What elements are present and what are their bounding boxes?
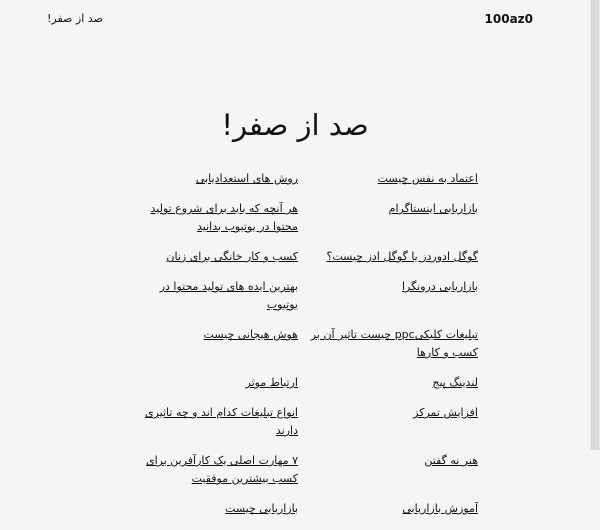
article-link[interactable]: بازاریابی چیست <box>225 502 298 515</box>
article-link[interactable]: اعتماد به نفس چیست <box>377 172 478 185</box>
article-link[interactable]: ۷ مهارت اصلی یک کارآفرین برای کسب بیشترین موفقیت <box>145 454 298 485</box>
article-link[interactable]: هنر نه گفتن <box>424 454 478 467</box>
top-bar <box>0 0 590 40</box>
article-link[interactable]: هر آنچه که باید برای شروع تولید محتوا در یوتیوب بدانید <box>150 202 298 233</box>
page-title: صد از صفر! <box>221 108 369 142</box>
article-link[interactable]: کسب و کار خانگی برای زنان <box>166 250 298 263</box>
article-link[interactable]: انواع تبلیغات کدام اند و چه تاثیری دارند <box>144 406 298 437</box>
article-link[interactable]: تبلیغات کلیکیppc چیست تاثیر آن بر کسب و کارها <box>310 328 478 359</box>
article-link[interactable]: آموزش بازاریابی <box>402 502 478 515</box>
article-link[interactable]: بازاریابی درونگرا <box>401 280 478 293</box>
article-link[interactable]: گوگل ادوردز یا گوگل ادز چیست؟ <box>326 250 478 263</box>
article-link[interactable]: هوش هیجانی چیست <box>203 328 298 341</box>
scrollbar-thumb[interactable] <box>591 0 599 450</box>
site-name-link[interactable]: 100az0 <box>484 12 533 26</box>
article-link[interactable]: بهترین ایده های تولید محتوا در یوتیوب <box>159 280 298 311</box>
vertical-scrollbar[interactable] <box>590 0 600 450</box>
article-link[interactable]: ارتباط موثر <box>245 376 298 389</box>
site-tagline: صد از صفر! <box>47 12 103 25</box>
article-link[interactable]: افزایش تمرکز <box>413 406 478 419</box>
article-link[interactable]: لندینگ پیج <box>432 376 478 389</box>
article-links-grid <box>126 170 478 530</box>
article-link[interactable]: روش های استعدادیابی <box>195 172 298 185</box>
article-link[interactable]: بازاریابی اینستاگرام <box>388 202 478 215</box>
